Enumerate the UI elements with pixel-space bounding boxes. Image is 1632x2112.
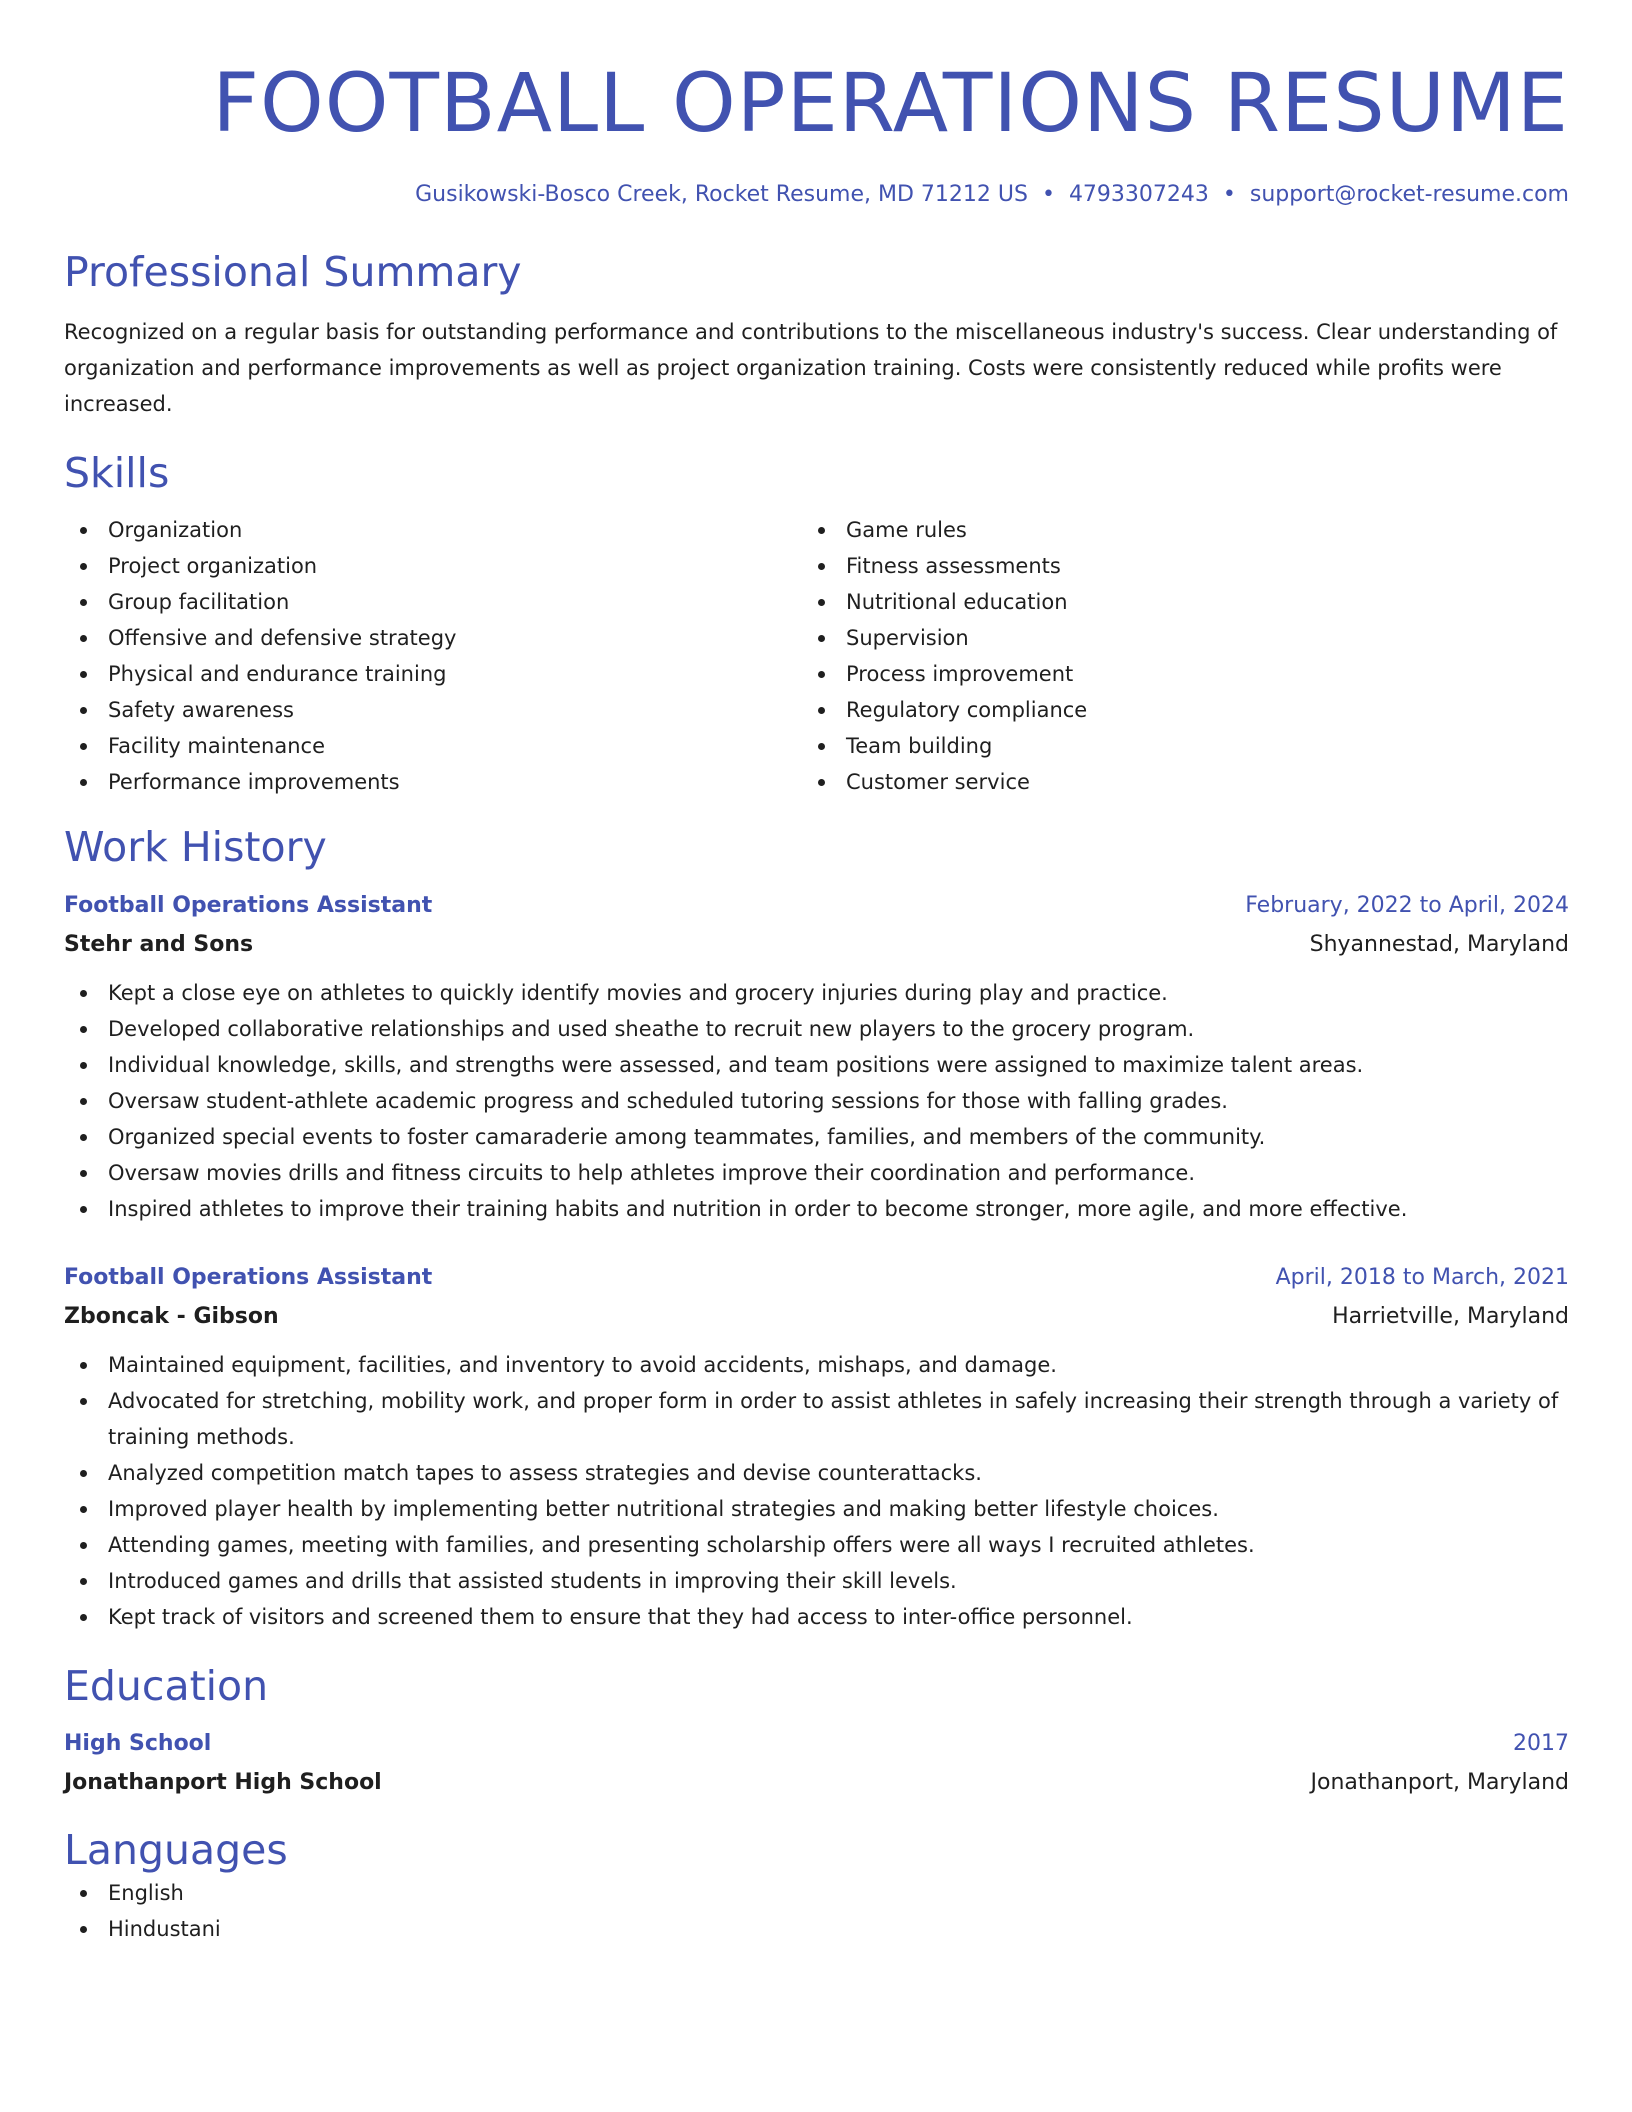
education-entry: [64, 1725, 1569, 1803]
job-location: Shyannestad, Maryland: [1309, 932, 1569, 957]
contact-address: Gusikowski-Bosco Creek, Rocket Resume, MD 71212 US: [415, 182, 1028, 207]
job-duty: Analyzed competition match tapes to assess strategies and devise counterattacks.: [64, 1455, 1569, 1491]
skills-list-left: [64, 512, 802, 800]
job-title: Football Operations Assistant: [64, 893, 433, 918]
skill-item: Fitness assessments: [802, 548, 1540, 584]
contact-line: [64, 180, 1569, 210]
summary-heading: Professional Summary: [64, 248, 522, 296]
language-item: Hindustani: [64, 1911, 1569, 1947]
job-title: Football Operations Assistant: [64, 1265, 433, 1290]
job-dates: February, 2022 to April, 2024: [1245, 893, 1569, 918]
job-duty: Developed collaborative relationships and used sheathe to recruit new players to the grocery program.: [64, 1011, 1569, 1047]
summary-text: Recognized on a regular basis for outstanding performance and contributions to the miscellaneous industry's success. Clear understanding of organization and performance improvements as well as project organization training. Costs were consistently reduced while profits were increased.: [64, 320, 1558, 416]
resume-header: [64, 56, 1569, 210]
job-duties-list: [64, 975, 1569, 1227]
education-degree: High School: [64, 1731, 212, 1756]
skill-item: Nutritional education: [802, 584, 1540, 620]
job-duty: Kept a close eye on athletes to quickly identify movies and grocery injuries during play and practice.: [64, 975, 1569, 1011]
job-title-row: [64, 1259, 1569, 1297]
job-company-row: [64, 925, 1569, 965]
job-duty: Improved player health by implementing better nutritional strategies and making better lifestyle choices.: [64, 1491, 1569, 1527]
job-duty: Advocated for stretching, mobility work, and proper form in order to assist athletes in safely increasing their strength through a variety of training methods.: [64, 1383, 1569, 1455]
skill-item: Group facilitation: [64, 584, 802, 620]
job-company: Stehr and Sons: [64, 932, 254, 957]
contact-phone: 4793307243: [1068, 182, 1209, 207]
job-duty: Kept track of visitors and screened them to ensure that they had access to inter-office personnel.: [64, 1599, 1569, 1635]
skill-item: Game rules: [802, 512, 1540, 548]
skills-list-right: [802, 512, 1540, 800]
skill-item: Regulatory compliance: [802, 692, 1540, 728]
skill-item: Customer service: [802, 764, 1540, 800]
resume-title: FOOTBALL OPERATIONS RESUME: [212, 57, 1569, 151]
skill-item: Safety awareness: [64, 692, 802, 728]
languages-heading: Languages: [64, 1826, 288, 1874]
job-entry: [64, 1259, 1569, 1635]
skill-item: Organization: [64, 512, 802, 548]
education-school-row: [64, 1763, 1569, 1803]
education-heading: Education: [64, 1662, 269, 1710]
job-duty: Introduced games and drills that assisted students in improving their skill levels.: [64, 1563, 1569, 1599]
skills-columns: [64, 512, 1569, 800]
job-duty: Oversaw student-athlete academic progress and scheduled tutoring sessions for those with falling grades.: [64, 1083, 1569, 1119]
education-school: Jonathanport High School: [64, 1770, 382, 1795]
work-history-heading: Work History: [64, 823, 327, 871]
job-title-row: [64, 887, 1569, 925]
language-item: English: [64, 1875, 1569, 1911]
contact-separator: •: [1041, 182, 1055, 207]
job-duty: Individual knowledge, skills, and strengths were assessed, and team positions were assigned to maximize talent areas.: [64, 1047, 1569, 1083]
education-degree-row: [64, 1725, 1569, 1763]
job-duty: Oversaw movies drills and fitness circuits to help athletes improve their coordination and performance.: [64, 1155, 1569, 1191]
job-dates: April, 2018 to March, 2021: [1275, 1265, 1569, 1290]
skill-item: Facility maintenance: [64, 728, 802, 764]
skill-item: Process improvement: [802, 656, 1540, 692]
job-location: Harrietville, Maryland: [1332, 1304, 1569, 1329]
job-duty: Organized special events to foster camaraderie among teammates, families, and members of the community.: [64, 1119, 1569, 1155]
languages-list: [64, 1875, 1569, 1947]
skill-item: Offensive and defensive strategy: [64, 620, 802, 656]
job-company: Zboncak - Gibson: [64, 1304, 279, 1329]
job-duty: Attending games, meeting with families, and presenting scholarship offers were all ways I recruited athletes.: [64, 1527, 1569, 1563]
skill-item: Performance improvements: [64, 764, 802, 800]
contact-separator: •: [1222, 182, 1236, 207]
job-entry: [64, 887, 1569, 1227]
education-year: 2017: [1513, 1731, 1569, 1756]
job-company-row: [64, 1297, 1569, 1337]
skill-item: Supervision: [802, 620, 1540, 656]
education-location: Jonathanport, Maryland: [1310, 1770, 1569, 1795]
skills-heading: Skills: [64, 449, 170, 497]
job-duty: Maintained equipment, facilities, and inventory to avoid accidents, mishaps, and damage.: [64, 1347, 1569, 1383]
job-duty: Inspired athletes to improve their training habits and nutrition in order to become stronger, more agile, and more effective.: [64, 1191, 1569, 1227]
job-duties-list: [64, 1347, 1569, 1635]
contact-email: support@rocket-resume.com: [1249, 182, 1569, 207]
skill-item: Physical and endurance training: [64, 656, 802, 692]
skill-item: Project organization: [64, 548, 802, 584]
skill-item: Team building: [802, 728, 1540, 764]
